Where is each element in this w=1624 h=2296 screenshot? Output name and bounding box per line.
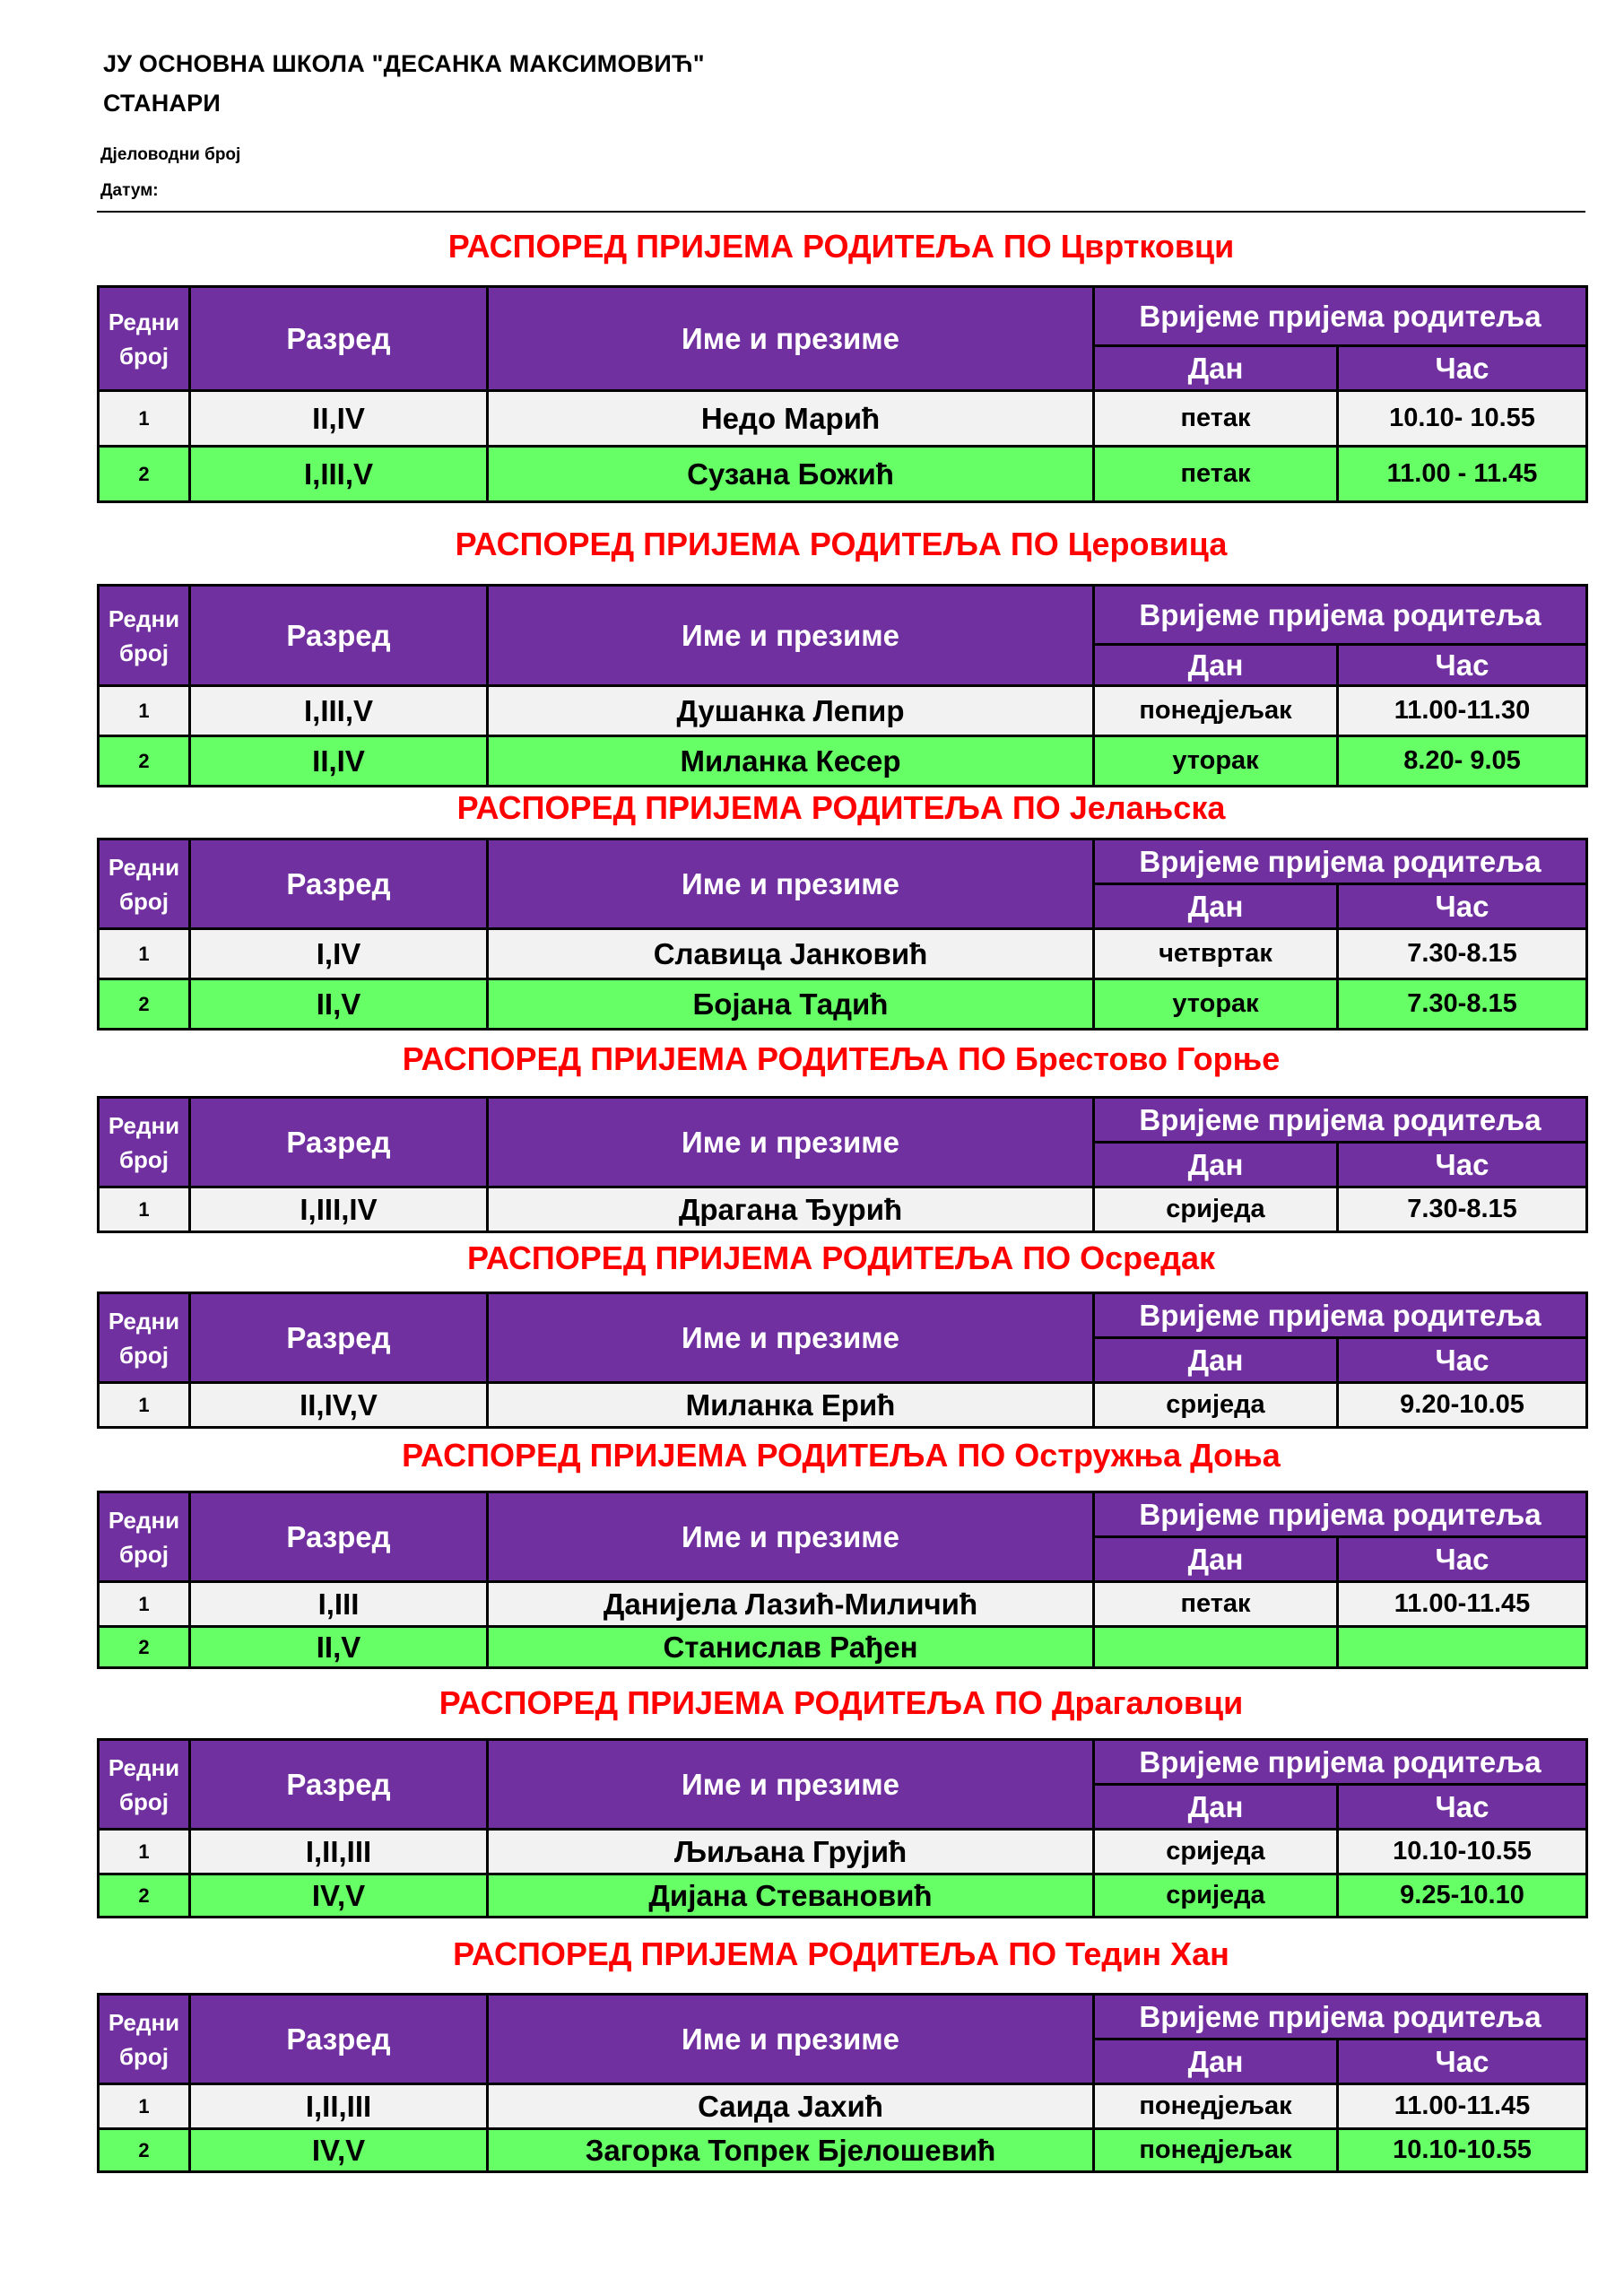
cell-cas: 8.20- 9.05 bbox=[1338, 736, 1587, 787]
cell-cas: 11.00 - 11.45 bbox=[1338, 447, 1587, 502]
header-dan: Дан bbox=[1094, 1143, 1338, 1187]
cell-razred: I,IV bbox=[190, 929, 488, 979]
cell-ime-prezime: Драгана Ђурић bbox=[488, 1187, 1094, 1232]
header-vrijeme-prijema: Вријеме пријема родитеља bbox=[1094, 1492, 1587, 1537]
cell-redni-broj: 1 bbox=[99, 1383, 190, 1428]
section-title: РАСПОРЕД ПРИЈЕМА РОДИТЕЉА ПО Остружња Доња bbox=[402, 1437, 1281, 1474]
header-ime-prezime: Име и презиме bbox=[488, 1293, 1094, 1383]
table-row bbox=[99, 979, 1587, 1030]
table-row bbox=[99, 686, 1587, 736]
cell-redni-broj: 1 bbox=[99, 391, 190, 447]
section-title: РАСПОРЕД ПРИЈЕМА РОДИТЕЉА ПО Тедин Хан bbox=[453, 1935, 1229, 1972]
header-redni-broj-line2: број bbox=[118, 342, 169, 370]
cell-cas: 10.10-10.55 bbox=[1338, 1830, 1587, 1874]
header-redni-broj-line2: број bbox=[118, 2042, 169, 2070]
header-redni-broj-line1: Редни bbox=[108, 308, 180, 335]
header-vrijeme-prijema: Вријеме пријема родитеља bbox=[1094, 1293, 1587, 1338]
cell-ime-prezime: Дијана Стевановић bbox=[488, 1874, 1094, 1918]
schedule-table bbox=[97, 584, 1588, 787]
cell-razred: II,V bbox=[190, 1627, 488, 1668]
header-redni-broj bbox=[99, 839, 190, 929]
cell-redni-broj: 1 bbox=[99, 929, 190, 979]
header-razred: Разред bbox=[190, 1740, 488, 1830]
delovodni-broj-label: Дјеловодни број bbox=[100, 145, 241, 164]
header-redni-broj bbox=[99, 1293, 190, 1383]
header-redni-broj-line1: Редни bbox=[108, 853, 180, 881]
cell-dan: понедјељак bbox=[1094, 2084, 1338, 2129]
cell-razred: I,II,III bbox=[190, 1830, 488, 1874]
cell-redni-broj: 1 bbox=[99, 1830, 190, 1874]
table-header-row bbox=[99, 586, 1587, 645]
cell-dan: уторак bbox=[1094, 736, 1338, 787]
cell-cas: 7.30-8.15 bbox=[1338, 929, 1587, 979]
cell-dan: петак bbox=[1094, 391, 1338, 447]
header-cas: Час bbox=[1338, 2039, 1587, 2084]
header-razred: Разред bbox=[190, 287, 488, 391]
table-row bbox=[99, 1187, 1587, 1232]
header-redni-broj-line2: број bbox=[118, 1341, 169, 1369]
header-ime-prezime: Име и презиме bbox=[488, 839, 1094, 929]
cell-razred: I,III,IV bbox=[190, 1187, 488, 1232]
table-header-row bbox=[99, 1740, 1587, 1785]
cell-cas bbox=[1338, 1627, 1587, 1668]
schedule-table bbox=[97, 1491, 1588, 1669]
header-redni-broj-line2: број bbox=[118, 639, 169, 666]
schedule-table bbox=[97, 285, 1588, 503]
header-ime-prezime: Име и презиме bbox=[488, 1492, 1094, 1582]
table-header-row bbox=[99, 287, 1587, 346]
header-redni-broj-line1: Редни bbox=[108, 1111, 180, 1139]
cell-ime-prezime: Миланка Ерић bbox=[488, 1383, 1094, 1428]
header-dan: Дан bbox=[1094, 645, 1338, 686]
cell-razred: I,III bbox=[190, 1582, 488, 1627]
cell-redni-broj: 1 bbox=[99, 1187, 190, 1232]
header-redni-broj bbox=[99, 1492, 190, 1582]
table-row bbox=[99, 929, 1587, 979]
school-name: ЈУ ОСНОВНА ШКОЛА "ДЕСАНКА МАКСИМОВИЋ" bbox=[103, 50, 705, 77]
cell-dan: сриједа bbox=[1094, 1874, 1338, 1918]
school-town: СТАНАРИ bbox=[103, 90, 221, 117]
header-redni-broj bbox=[99, 1098, 190, 1187]
schedule-table bbox=[97, 1096, 1588, 1233]
section-title: РАСПОРЕД ПРИЈЕМА РОДИТЕЉА ПО Брестово Горње bbox=[402, 1040, 1281, 1077]
cell-cas: 11.00-11.30 bbox=[1338, 686, 1587, 736]
cell-ime-prezime: Славица Јанковић bbox=[488, 929, 1094, 979]
header-ime-prezime: Име и презиме bbox=[488, 287, 1094, 391]
cell-ime-prezime: Љиљана Грујић bbox=[488, 1830, 1094, 1874]
cell-dan bbox=[1094, 1627, 1338, 1668]
header-redni-broj bbox=[99, 287, 190, 391]
cell-redni-broj: 1 bbox=[99, 2084, 190, 2129]
header-ime-prezime: Име и презиме bbox=[488, 1098, 1094, 1187]
header-divider bbox=[97, 211, 1585, 213]
cell-cas: 11.00-11.45 bbox=[1338, 1582, 1587, 1627]
header-razred: Разред bbox=[190, 1995, 488, 2084]
cell-ime-prezime: Загорка Топрек Бјелошевић bbox=[488, 2129, 1094, 2172]
header-dan: Дан bbox=[1094, 1785, 1338, 1830]
table-row bbox=[99, 2084, 1587, 2129]
section-title: РАСПОРЕД ПРИЈЕМА РОДИТЕЉА ПО Јелањска bbox=[456, 789, 1226, 826]
header-redni-broj-line2: број bbox=[118, 1787, 169, 1815]
table-header-row bbox=[99, 1492, 1587, 1537]
table-row bbox=[99, 2129, 1587, 2172]
header-vrijeme-prijema: Вријеме пријема родитеља bbox=[1094, 1740, 1587, 1785]
table-header-row bbox=[99, 1293, 1587, 1338]
header-vrijeme-prijema: Вријеме пријема родитеља bbox=[1094, 1995, 1587, 2039]
header-redni-broj-line1: Редни bbox=[108, 604, 180, 632]
section-title: РАСПОРЕД ПРИЈЕМА РОДИТЕЉА ПО Цвртковци bbox=[447, 228, 1235, 265]
cell-cas: 9.25-10.10 bbox=[1338, 1874, 1587, 1918]
cell-dan: четвртак bbox=[1094, 929, 1338, 979]
cell-ime-prezime: Душанка Лепир bbox=[488, 686, 1094, 736]
schedule-table bbox=[97, 1993, 1588, 2173]
cell-ime-prezime: Бојана Тадић bbox=[488, 979, 1094, 1030]
header-razred: Разред bbox=[190, 1098, 488, 1187]
table-row bbox=[99, 1383, 1587, 1428]
header-cas: Час bbox=[1338, 1338, 1587, 1383]
cell-ime-prezime: Сузана Божић bbox=[488, 447, 1094, 502]
header-cas: Час bbox=[1338, 645, 1587, 686]
header-cas: Час bbox=[1338, 884, 1587, 929]
cell-razred: II,IV bbox=[190, 736, 488, 787]
cell-redni-broj: 1 bbox=[99, 686, 190, 736]
cell-razred: IV,V bbox=[190, 1874, 488, 1918]
header-dan: Дан bbox=[1094, 1537, 1338, 1582]
header-ime-prezime: Име и презиме bbox=[488, 586, 1094, 686]
header-redni-broj-line1: Редни bbox=[108, 1307, 180, 1335]
header-dan: Дан bbox=[1094, 884, 1338, 929]
header-ime-prezime: Име и презиме bbox=[488, 1995, 1094, 2084]
header-redni-broj bbox=[99, 586, 190, 686]
section-title: РАСПОРЕД ПРИЈЕМА РОДИТЕЉА ПО Церовица bbox=[455, 526, 1228, 562]
table-row bbox=[99, 391, 1587, 447]
cell-dan: сриједа bbox=[1094, 1187, 1338, 1232]
datum-label: Датум: bbox=[100, 181, 159, 200]
header-vrijeme-prijema: Вријеме пријема родитеља bbox=[1094, 839, 1587, 884]
header-redni-broj-line2: број bbox=[118, 887, 169, 915]
cell-ime-prezime: Станислав Рађен bbox=[488, 1627, 1094, 1668]
cell-dan: сриједа bbox=[1094, 1383, 1338, 1428]
cell-razred: II,IV bbox=[190, 391, 488, 447]
cell-redni-broj: 1 bbox=[99, 1582, 190, 1627]
cell-razred: I,III,V bbox=[190, 686, 488, 736]
header-vrijeme-prijema: Вријеме пријема родитеља bbox=[1094, 586, 1587, 645]
header-vrijeme-prijema: Вријеме пријема родитеља bbox=[1094, 1098, 1587, 1143]
cell-razred: I,II,III bbox=[190, 2084, 488, 2129]
table-row bbox=[99, 1627, 1587, 1668]
cell-dan: понедјељак bbox=[1094, 2129, 1338, 2172]
table-row bbox=[99, 1874, 1587, 1918]
header-redni-broj bbox=[99, 1995, 190, 2084]
cell-redni-broj: 2 bbox=[99, 736, 190, 787]
table-row bbox=[99, 1582, 1587, 1627]
table-row bbox=[99, 736, 1587, 787]
table-row bbox=[99, 1830, 1587, 1874]
section-title: РАСПОРЕД ПРИЈЕМА РОДИТЕЉА ПО Драгаловци bbox=[439, 1684, 1244, 1721]
cell-cas: 10.10- 10.55 bbox=[1338, 391, 1587, 447]
header-redni-broj-line1: Редни bbox=[108, 1506, 180, 1534]
cell-ime-prezime: Данијела Лазић-Миличић bbox=[488, 1582, 1094, 1627]
header-redni-broj-line1: Редни bbox=[108, 1753, 180, 1781]
schedule-table bbox=[97, 838, 1588, 1031]
table-header-row bbox=[99, 1995, 1587, 2039]
cell-razred: IV,V bbox=[190, 2129, 488, 2172]
header-vrijeme-prijema: Вријеме пријема родитеља bbox=[1094, 287, 1587, 346]
header-redni-broj-line2: број bbox=[118, 1540, 169, 1568]
table-header-row bbox=[99, 1098, 1587, 1143]
header-razred: Разред bbox=[190, 586, 488, 686]
header-razred: Разред bbox=[190, 839, 488, 929]
header-redni-broj-line1: Редни bbox=[108, 2008, 180, 2036]
cell-razred: I,III,V bbox=[190, 447, 488, 502]
header-redni-broj-line2: број bbox=[118, 1145, 169, 1173]
cell-dan: уторак bbox=[1094, 979, 1338, 1030]
table-header-row bbox=[99, 839, 1587, 884]
cell-cas: 9.20-10.05 bbox=[1338, 1383, 1587, 1428]
cell-dan: петак bbox=[1094, 1582, 1338, 1627]
header-razred: Разред bbox=[190, 1492, 488, 1582]
table-row bbox=[99, 447, 1587, 502]
cell-redni-broj: 2 bbox=[99, 1627, 190, 1668]
cell-ime-prezime: Недо Марић bbox=[488, 391, 1094, 447]
header-cas: Час bbox=[1338, 346, 1587, 391]
header-razred: Разред bbox=[190, 1293, 488, 1383]
cell-redni-broj: 2 bbox=[99, 447, 190, 502]
header-cas: Час bbox=[1338, 1537, 1587, 1582]
header-dan: Дан bbox=[1094, 2039, 1338, 2084]
cell-ime-prezime: Саида Јахић bbox=[488, 2084, 1094, 2129]
header-cas: Час bbox=[1338, 1143, 1587, 1187]
cell-ime-prezime: Миланка Кесер bbox=[488, 736, 1094, 787]
header-redni-broj bbox=[99, 1740, 190, 1830]
header-dan: Дан bbox=[1094, 346, 1338, 391]
cell-redni-broj: 2 bbox=[99, 1874, 190, 1918]
header-cas: Час bbox=[1338, 1785, 1587, 1830]
cell-dan: сриједа bbox=[1094, 1830, 1338, 1874]
header-ime-prezime: Име и презиме bbox=[488, 1740, 1094, 1830]
cell-redni-broj: 2 bbox=[99, 979, 190, 1030]
cell-cas: 10.10-10.55 bbox=[1338, 2129, 1587, 2172]
cell-dan: понедјељак bbox=[1094, 686, 1338, 736]
cell-cas: 11.00-11.45 bbox=[1338, 2084, 1587, 2129]
cell-razred: II,IV,V bbox=[190, 1383, 488, 1428]
cell-cas: 7.30-8.15 bbox=[1338, 979, 1587, 1030]
header-dan: Дан bbox=[1094, 1338, 1338, 1383]
cell-dan: петак bbox=[1094, 447, 1338, 502]
cell-cas: 7.30-8.15 bbox=[1338, 1187, 1587, 1232]
cell-razred: II,V bbox=[190, 979, 488, 1030]
schedule-table bbox=[97, 1738, 1588, 1918]
schedule-table bbox=[97, 1292, 1588, 1429]
section-title: РАСПОРЕД ПРИЈЕМА РОДИТЕЉА ПО Осредак bbox=[466, 1239, 1216, 1276]
cell-redni-broj: 2 bbox=[99, 2129, 190, 2172]
